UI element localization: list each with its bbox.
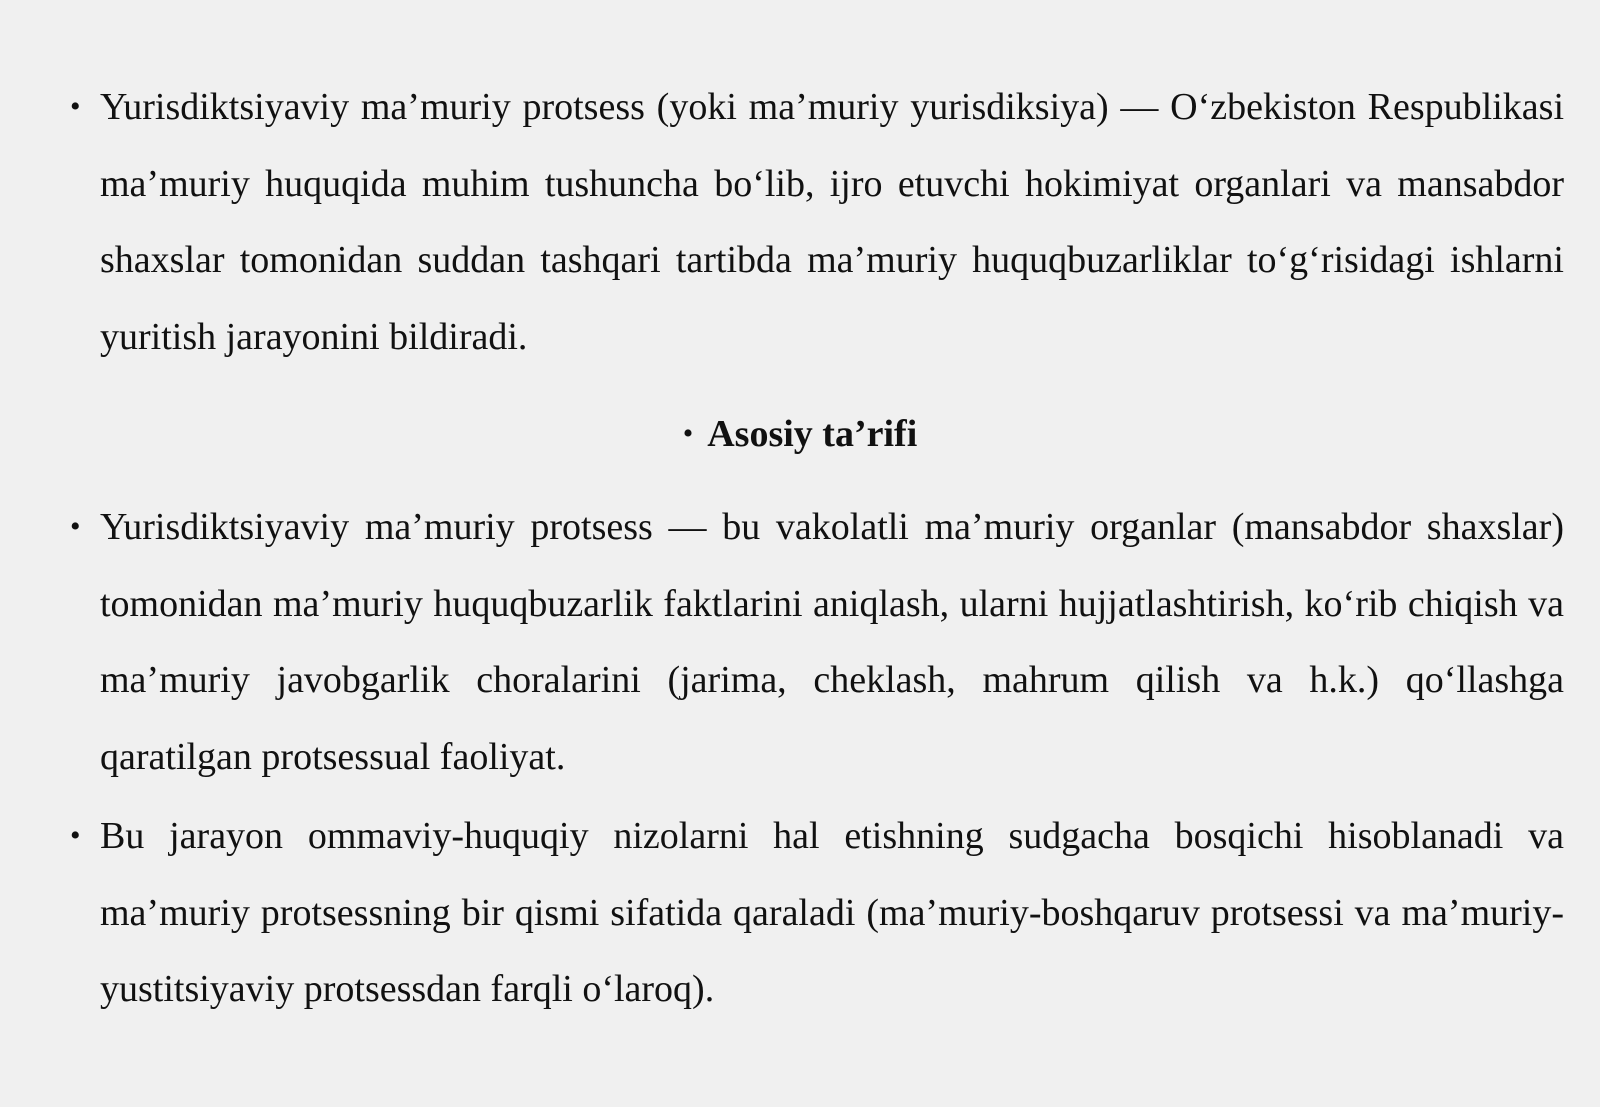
bullet-icon: • — [70, 510, 81, 543]
paragraph-text: Yurisdiktsiyaviy ma’muriy protsess — bu vakolatli ma’muriy organlar (mansabdor shaxslar) tomonidan ma’muriy huquqbuzarlik faktlarini aniqlash, ularni hujjatlashtirish, ko‘rib chiqish va ma’muriy javobgarlik choralarini (jarima, cheklash, mahrum qilish va h.k.) qo‘llashga qaratilgan protsessual faoliyat. — [100, 506, 1564, 778]
bullet-icon: • — [70, 90, 81, 123]
bullet-paragraph-2 — [70, 489, 1564, 795]
bullet-paragraph-3 — [70, 798, 1564, 1028]
bullet-icon: • — [682, 417, 694, 450]
paragraph-text: Bu jarayon ommaviy-huquqiy nizolarni hal etishning sudgacha bosqichi hisoblanadi va ma’muriy protsessning bir qismi sifatida qaraladi (ma’muriy-boshqaruv protsessi va ma’muriy-yustitsiyaviy protsessdan farqli o‘laroq). — [100, 815, 1564, 1010]
paragraph-text: Yurisdiktsiyaviy ma’muriy protsess (yoki ma’muriy yurisdiksiya) — O‘zbekiston Respublikasi ma’muriy huquqida muhim tushuncha bo‘lib, ijro etuvchi hokimiyat organlari va mansabdor shaxslar tomonidan suddan tashqari tartibda ma’muriy huquqbuzarliklar to‘g‘risidagi ishlarni yuritish jarayonini bildiradi. — [100, 86, 1564, 358]
section-heading — [0, 402, 1600, 469]
bullet-paragraph-1 — [70, 69, 1564, 375]
bullet-icon: • — [70, 819, 81, 852]
heading-text: Asosiy ta’rifi — [707, 413, 918, 455]
